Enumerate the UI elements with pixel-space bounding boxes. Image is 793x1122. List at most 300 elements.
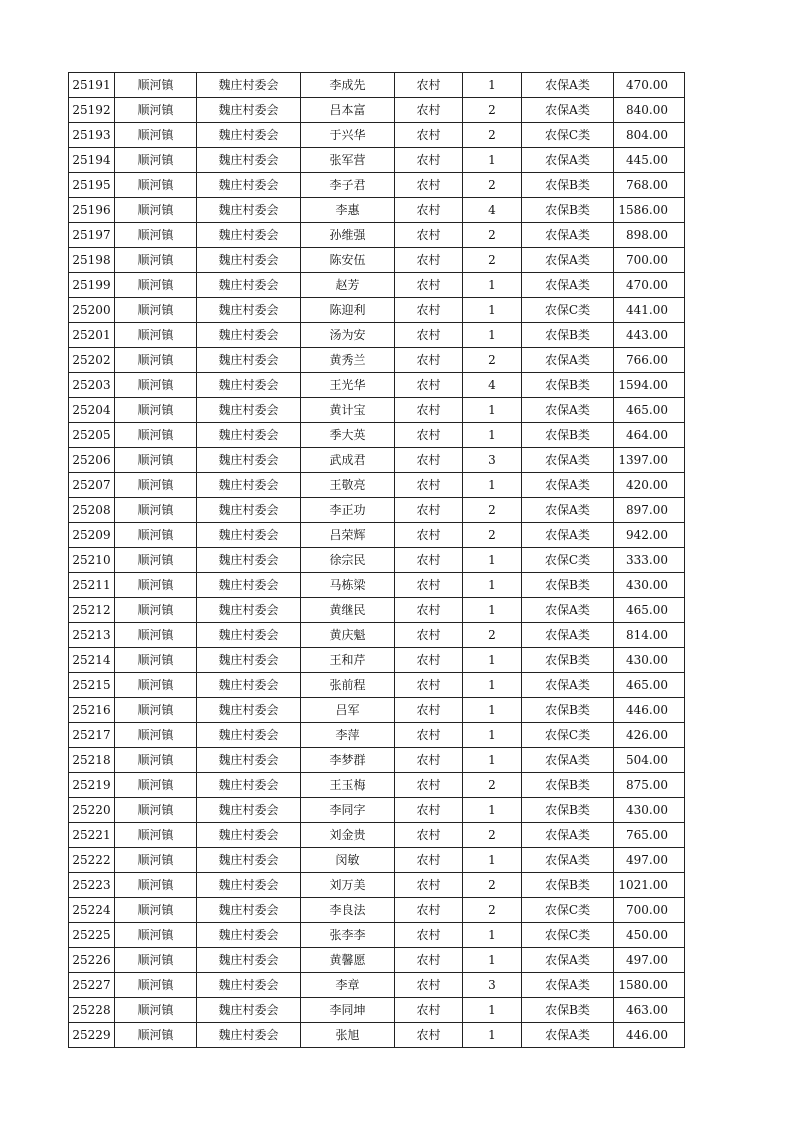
name-cell: 李子君 [301,173,395,198]
id-cell: 25197 [69,223,115,248]
id-cell: 25216 [69,698,115,723]
amount-cell: 465.00 [614,398,685,423]
village-cell: 魏庄村委会 [197,623,301,648]
amount-cell: 804.00 [614,123,685,148]
id-cell: 25195 [69,173,115,198]
category-cell: 农保A类 [522,748,614,773]
area-cell: 农村 [395,823,463,848]
name-cell: 王和芹 [301,648,395,673]
town-cell: 顺河镇 [115,773,197,798]
table-row [69,448,685,473]
roster-table [68,72,685,1048]
town-cell: 顺河镇 [115,473,197,498]
id-cell: 25213 [69,623,115,648]
area-cell: 农村 [395,498,463,523]
count-cell: 3 [463,448,522,473]
table-row [69,898,685,923]
area-cell: 农村 [395,798,463,823]
category-cell: 农保A类 [522,673,614,698]
table-row [69,248,685,273]
id-cell: 25215 [69,673,115,698]
name-cell: 张旭 [301,1023,395,1048]
count-cell: 1 [463,998,522,1023]
name-cell: 李惠 [301,198,395,223]
count-cell: 1 [463,323,522,348]
town-cell: 顺河镇 [115,973,197,998]
name-cell: 李同字 [301,798,395,823]
amount-cell: 1021.00 [614,873,685,898]
count-cell: 2 [463,498,522,523]
name-cell: 闵敏 [301,848,395,873]
table-row [69,423,685,448]
area-cell: 农村 [395,973,463,998]
table-row [69,623,685,648]
table-row [69,298,685,323]
roster-body [69,73,685,1048]
category-cell: 农保A类 [522,823,614,848]
name-cell: 王光华 [301,373,395,398]
town-cell: 顺河镇 [115,323,197,348]
count-cell: 2 [463,873,522,898]
table-row [69,498,685,523]
count-cell: 1 [463,1023,522,1048]
area-cell: 农村 [395,248,463,273]
village-cell: 魏庄村委会 [197,173,301,198]
village-cell: 魏庄村委会 [197,748,301,773]
table-row [69,773,685,798]
count-cell: 1 [463,723,522,748]
village-cell: 魏庄村委会 [197,423,301,448]
id-cell: 25217 [69,723,115,748]
id-cell: 25207 [69,473,115,498]
table-row [69,273,685,298]
village-cell: 魏庄村委会 [197,773,301,798]
category-cell: 农保A类 [522,973,614,998]
category-cell: 农保C类 [522,898,614,923]
town-cell: 顺河镇 [115,148,197,173]
category-cell: 农保A类 [522,248,614,273]
count-cell: 1 [463,398,522,423]
count-cell: 2 [463,123,522,148]
village-cell: 魏庄村委会 [197,448,301,473]
village-cell: 魏庄村委会 [197,1023,301,1048]
id-cell: 25198 [69,248,115,273]
amount-cell: 446.00 [614,698,685,723]
town-cell: 顺河镇 [115,223,197,248]
town-cell: 顺河镇 [115,523,197,548]
area-cell: 农村 [395,423,463,448]
count-cell: 2 [463,773,522,798]
category-cell: 农保A类 [522,848,614,873]
area-cell: 农村 [395,548,463,573]
count-cell: 1 [463,298,522,323]
id-cell: 25210 [69,548,115,573]
count-cell: 3 [463,973,522,998]
id-cell: 25204 [69,398,115,423]
town-cell: 顺河镇 [115,1023,197,1048]
area-cell: 农村 [395,298,463,323]
village-cell: 魏庄村委会 [197,548,301,573]
town-cell: 顺河镇 [115,273,197,298]
category-cell: 农保A类 [522,598,614,623]
town-cell: 顺河镇 [115,623,197,648]
name-cell: 李成先 [301,73,395,98]
amount-cell: 766.00 [614,348,685,373]
amount-cell: 445.00 [614,148,685,173]
category-cell: 农保A类 [522,448,614,473]
amount-cell: 504.00 [614,748,685,773]
name-cell: 张李李 [301,923,395,948]
table-row [69,523,685,548]
id-cell: 25199 [69,273,115,298]
table-row [69,373,685,398]
table-row [69,923,685,948]
id-cell: 25224 [69,898,115,923]
amount-cell: 333.00 [614,548,685,573]
count-cell: 1 [463,573,522,598]
town-cell: 顺河镇 [115,348,197,373]
amount-cell: 1586.00 [614,198,685,223]
area-cell: 农村 [395,223,463,248]
town-cell: 顺河镇 [115,573,197,598]
area-cell: 农村 [395,473,463,498]
village-cell: 魏庄村委会 [197,998,301,1023]
table-row [69,548,685,573]
amount-cell: 446.00 [614,1023,685,1048]
count-cell: 1 [463,423,522,448]
village-cell: 魏庄村委会 [197,723,301,748]
village-cell: 魏庄村委会 [197,148,301,173]
town-cell: 顺河镇 [115,448,197,473]
table-row [69,723,685,748]
id-cell: 25206 [69,448,115,473]
village-cell: 魏庄村委会 [197,573,301,598]
category-cell: 农保C类 [522,123,614,148]
table-row [69,823,685,848]
id-cell: 25208 [69,498,115,523]
area-cell: 农村 [395,848,463,873]
category-cell: 农保A类 [522,473,614,498]
area-cell: 农村 [395,923,463,948]
village-cell: 魏庄村委会 [197,873,301,898]
amount-cell: 1397.00 [614,448,685,473]
area-cell: 农村 [395,1023,463,1048]
area-cell: 农村 [395,723,463,748]
village-cell: 魏庄村委会 [197,648,301,673]
id-cell: 25211 [69,573,115,598]
name-cell: 吕本富 [301,98,395,123]
category-cell: 农保B类 [522,698,614,723]
id-cell: 25209 [69,523,115,548]
count-cell: 2 [463,898,522,923]
village-cell: 魏庄村委会 [197,373,301,398]
id-cell: 25191 [69,73,115,98]
name-cell: 李正功 [301,498,395,523]
area-cell: 农村 [395,673,463,698]
count-cell: 1 [463,648,522,673]
area-cell: 农村 [395,348,463,373]
name-cell: 张军营 [301,148,395,173]
village-cell: 魏庄村委会 [197,973,301,998]
amount-cell: 765.00 [614,823,685,848]
table-row [69,698,685,723]
amount-cell: 463.00 [614,998,685,1023]
amount-cell: 420.00 [614,473,685,498]
town-cell: 顺河镇 [115,548,197,573]
village-cell: 魏庄村委会 [197,473,301,498]
category-cell: 农保C类 [522,298,614,323]
town-cell: 顺河镇 [115,748,197,773]
name-cell: 孙维强 [301,223,395,248]
town-cell: 顺河镇 [115,998,197,1023]
village-cell: 魏庄村委会 [197,798,301,823]
name-cell: 黄馨愿 [301,948,395,973]
category-cell: 农保A类 [522,148,614,173]
village-cell: 魏庄村委会 [197,273,301,298]
name-cell: 王敬亮 [301,473,395,498]
town-cell: 顺河镇 [115,73,197,98]
category-cell: 农保B类 [522,373,614,398]
category-cell: 农保C类 [522,548,614,573]
town-cell: 顺河镇 [115,198,197,223]
area-cell: 农村 [395,398,463,423]
count-cell: 2 [463,523,522,548]
name-cell: 刘万美 [301,873,395,898]
amount-cell: 441.00 [614,298,685,323]
id-cell: 25219 [69,773,115,798]
town-cell: 顺河镇 [115,673,197,698]
area-cell: 农村 [395,323,463,348]
area-cell: 农村 [395,623,463,648]
amount-cell: 942.00 [614,523,685,548]
id-cell: 25201 [69,323,115,348]
category-cell: 农保A类 [522,498,614,523]
id-cell: 25203 [69,373,115,398]
area-cell: 农村 [395,273,463,298]
amount-cell: 430.00 [614,573,685,598]
area-cell: 农村 [395,148,463,173]
count-cell: 1 [463,948,522,973]
table-row [69,948,685,973]
id-cell: 25223 [69,873,115,898]
name-cell: 吕荣辉 [301,523,395,548]
town-cell: 顺河镇 [115,498,197,523]
amount-cell: 430.00 [614,798,685,823]
village-cell: 魏庄村委会 [197,98,301,123]
amount-cell: 898.00 [614,223,685,248]
table-row [69,873,685,898]
table-row [69,73,685,98]
table-row [69,998,685,1023]
category-cell: 农保B类 [522,198,614,223]
amount-cell: 1594.00 [614,373,685,398]
town-cell: 顺河镇 [115,848,197,873]
area-cell: 农村 [395,198,463,223]
id-cell: 25205 [69,423,115,448]
id-cell: 25226 [69,948,115,973]
table-row [69,348,685,373]
area-cell: 农村 [395,173,463,198]
table-row [69,748,685,773]
table-row [69,1023,685,1048]
table-row [69,398,685,423]
name-cell: 刘金贵 [301,823,395,848]
town-cell: 顺河镇 [115,248,197,273]
count-cell: 1 [463,698,522,723]
id-cell: 25229 [69,1023,115,1048]
amount-cell: 430.00 [614,648,685,673]
name-cell: 马栋梁 [301,573,395,598]
amount-cell: 464.00 [614,423,685,448]
area-cell: 农村 [395,948,463,973]
id-cell: 25220 [69,798,115,823]
village-cell: 魏庄村委会 [197,823,301,848]
id-cell: 25212 [69,598,115,623]
village-cell: 魏庄村委会 [197,673,301,698]
category-cell: 农保A类 [522,398,614,423]
amount-cell: 465.00 [614,598,685,623]
category-cell: 农保A类 [522,623,614,648]
town-cell: 顺河镇 [115,898,197,923]
category-cell: 农保A类 [522,1023,614,1048]
town-cell: 顺河镇 [115,398,197,423]
id-cell: 25202 [69,348,115,373]
area-cell: 农村 [395,373,463,398]
amount-cell: 1580.00 [614,973,685,998]
area-cell: 农村 [395,773,463,798]
table-row [69,973,685,998]
category-cell: 农保B类 [522,998,614,1023]
village-cell: 魏庄村委会 [197,848,301,873]
amount-cell: 450.00 [614,923,685,948]
name-cell: 黄秀兰 [301,348,395,373]
name-cell: 李章 [301,973,395,998]
category-cell: 农保A类 [522,273,614,298]
amount-cell: 497.00 [614,848,685,873]
category-cell: 农保B类 [522,323,614,348]
village-cell: 魏庄村委会 [197,198,301,223]
town-cell: 顺河镇 [115,798,197,823]
table-row [69,223,685,248]
category-cell: 农保B类 [522,173,614,198]
village-cell: 魏庄村委会 [197,698,301,723]
area-cell: 农村 [395,898,463,923]
village-cell: 魏庄村委会 [197,123,301,148]
amount-cell: 814.00 [614,623,685,648]
town-cell: 顺河镇 [115,648,197,673]
table-row [69,323,685,348]
count-cell: 2 [463,348,522,373]
amount-cell: 470.00 [614,273,685,298]
village-cell: 魏庄村委会 [197,223,301,248]
amount-cell: 700.00 [614,898,685,923]
amount-cell: 465.00 [614,673,685,698]
count-cell: 1 [463,73,522,98]
area-cell: 农村 [395,573,463,598]
town-cell: 顺河镇 [115,298,197,323]
name-cell: 李同坤 [301,998,395,1023]
name-cell: 陈安伍 [301,248,395,273]
count-cell: 1 [463,748,522,773]
name-cell: 汤为安 [301,323,395,348]
area-cell: 农村 [395,73,463,98]
id-cell: 25193 [69,123,115,148]
count-cell: 4 [463,198,522,223]
name-cell: 赵芳 [301,273,395,298]
name-cell: 于兴华 [301,123,395,148]
count-cell: 2 [463,623,522,648]
category-cell: 农保B类 [522,648,614,673]
id-cell: 25200 [69,298,115,323]
count-cell: 4 [463,373,522,398]
area-cell: 农村 [395,698,463,723]
table-row [69,648,685,673]
town-cell: 顺河镇 [115,423,197,448]
category-cell: 农保C类 [522,723,614,748]
amount-cell: 840.00 [614,98,685,123]
category-cell: 农保B类 [522,798,614,823]
category-cell: 农保A类 [522,523,614,548]
town-cell: 顺河镇 [115,698,197,723]
amount-cell: 426.00 [614,723,685,748]
count-cell: 2 [463,98,522,123]
name-cell: 季大英 [301,423,395,448]
table-row [69,598,685,623]
table-row [69,148,685,173]
table-row [69,473,685,498]
count-cell: 1 [463,673,522,698]
name-cell: 王玉梅 [301,773,395,798]
category-cell: 农保B类 [522,423,614,448]
table-row [69,173,685,198]
category-cell: 农保B类 [522,873,614,898]
amount-cell: 443.00 [614,323,685,348]
town-cell: 顺河镇 [115,823,197,848]
town-cell: 顺河镇 [115,598,197,623]
table-row [69,123,685,148]
village-cell: 魏庄村委会 [197,248,301,273]
village-cell: 魏庄村委会 [197,73,301,98]
village-cell: 魏庄村委会 [197,398,301,423]
category-cell: 农保C类 [522,923,614,948]
count-cell: 1 [463,473,522,498]
village-cell: 魏庄村委会 [197,348,301,373]
category-cell: 农保A类 [522,948,614,973]
id-cell: 25196 [69,198,115,223]
village-cell: 魏庄村委会 [197,598,301,623]
town-cell: 顺河镇 [115,723,197,748]
id-cell: 25227 [69,973,115,998]
town-cell: 顺河镇 [115,873,197,898]
town-cell: 顺河镇 [115,173,197,198]
category-cell: 农保A类 [522,73,614,98]
category-cell: 农保A类 [522,223,614,248]
name-cell: 武成君 [301,448,395,473]
id-cell: 25228 [69,998,115,1023]
table-row [69,848,685,873]
town-cell: 顺河镇 [115,98,197,123]
table-row [69,673,685,698]
category-cell: 农保B类 [522,773,614,798]
area-cell: 农村 [395,523,463,548]
name-cell: 黄计宝 [301,398,395,423]
area-cell: 农村 [395,748,463,773]
name-cell: 黄庆魁 [301,623,395,648]
town-cell: 顺河镇 [115,948,197,973]
town-cell: 顺河镇 [115,373,197,398]
village-cell: 魏庄村委会 [197,323,301,348]
table-row [69,798,685,823]
